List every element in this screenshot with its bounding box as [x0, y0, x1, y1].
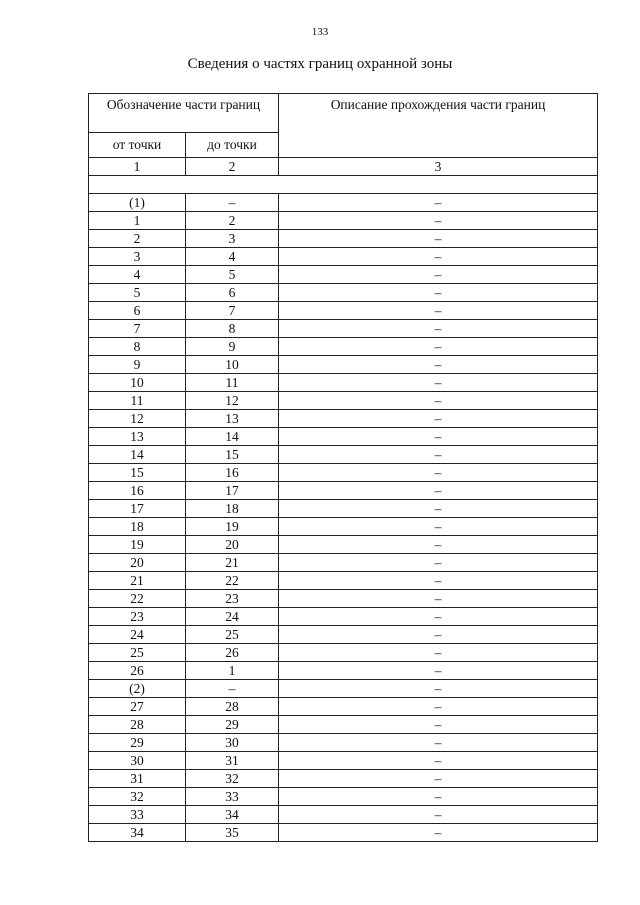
from-point-cell: 18	[89, 518, 186, 536]
to-point-cell: 12	[186, 392, 279, 410]
blank-row	[89, 176, 598, 194]
description-cell: –	[279, 608, 598, 626]
description-cell: –	[279, 320, 598, 338]
header-from-point: от точки	[89, 133, 186, 158]
description-cell: –	[279, 338, 598, 356]
from-point-cell: 32	[89, 788, 186, 806]
to-point-cell: 34	[186, 806, 279, 824]
table-row	[89, 356, 598, 374]
description-cell: –	[279, 266, 598, 284]
table-row	[89, 464, 598, 482]
header-designation: Обозначение части границ	[89, 94, 279, 133]
description-cell: –	[279, 464, 598, 482]
from-point-cell: (2)	[89, 680, 186, 698]
to-point-cell: 18	[186, 500, 279, 518]
from-point-cell: 12	[89, 410, 186, 428]
column-number-1: 1	[89, 158, 186, 176]
to-point-cell: 31	[186, 752, 279, 770]
description-cell: –	[279, 626, 598, 644]
column-number-3: 3	[279, 158, 598, 176]
boundary-parts-table	[88, 93, 598, 842]
from-point-cell: 2	[89, 230, 186, 248]
table-row	[89, 230, 598, 248]
description-cell: –	[279, 536, 598, 554]
description-cell: –	[279, 824, 598, 842]
description-cell: –	[279, 284, 598, 302]
to-point-cell: 25	[186, 626, 279, 644]
from-point-cell: (1)	[89, 194, 186, 212]
from-point-cell: 25	[89, 644, 186, 662]
table-row	[89, 788, 598, 806]
description-cell: –	[279, 788, 598, 806]
description-cell: –	[279, 752, 598, 770]
to-point-cell: 15	[186, 446, 279, 464]
from-point-cell: 22	[89, 590, 186, 608]
from-point-cell: 6	[89, 302, 186, 320]
table-row	[89, 500, 598, 518]
table-row	[89, 680, 598, 698]
table-row	[89, 698, 598, 716]
table-row	[89, 284, 598, 302]
table-row	[89, 194, 598, 212]
table-row	[89, 824, 598, 842]
table-row	[89, 590, 598, 608]
to-point-cell: 19	[186, 518, 279, 536]
description-cell: –	[279, 518, 598, 536]
to-point-cell: 9	[186, 338, 279, 356]
table-row	[89, 338, 598, 356]
from-point-cell: 31	[89, 770, 186, 788]
description-cell: –	[279, 446, 598, 464]
from-point-cell: 7	[89, 320, 186, 338]
description-cell: –	[279, 428, 598, 446]
from-point-cell: 16	[89, 482, 186, 500]
table-row	[89, 662, 598, 680]
table-header-row	[89, 94, 598, 133]
table-row	[89, 734, 598, 752]
to-point-cell: 13	[186, 410, 279, 428]
description-cell: –	[279, 248, 598, 266]
table-row	[89, 806, 598, 824]
table-row	[89, 248, 598, 266]
header-description: Описание прохождения части границ	[279, 94, 598, 158]
description-cell: –	[279, 644, 598, 662]
description-cell: –	[279, 680, 598, 698]
to-point-cell: 21	[186, 554, 279, 572]
from-point-cell: 9	[89, 356, 186, 374]
from-point-cell: 15	[89, 464, 186, 482]
to-point-cell: 5	[186, 266, 279, 284]
to-point-cell: 7	[186, 302, 279, 320]
description-cell: –	[279, 482, 598, 500]
description-cell: –	[279, 194, 598, 212]
table-row	[89, 374, 598, 392]
page-number: 133	[311, 26, 329, 38]
to-point-cell: 23	[186, 590, 279, 608]
to-point-cell: 28	[186, 698, 279, 716]
description-cell: –	[279, 590, 598, 608]
to-point-cell: 8	[186, 320, 279, 338]
description-cell: –	[279, 500, 598, 518]
from-point-cell: 11	[89, 392, 186, 410]
table-row	[89, 716, 598, 734]
from-point-cell: 29	[89, 734, 186, 752]
to-point-cell: –	[186, 680, 279, 698]
table-row	[89, 320, 598, 338]
table-row	[89, 302, 598, 320]
table-row	[89, 410, 598, 428]
description-cell: –	[279, 662, 598, 680]
table-row	[89, 428, 598, 446]
from-point-cell: 23	[89, 608, 186, 626]
description-cell: –	[279, 734, 598, 752]
header-to-point: до точки	[186, 133, 279, 158]
document-title: Сведения о частях границ охранной зоны	[187, 56, 453, 72]
from-point-cell: 3	[89, 248, 186, 266]
table-row	[89, 518, 598, 536]
from-point-cell: 10	[89, 374, 186, 392]
table-row	[89, 554, 598, 572]
from-point-cell: 21	[89, 572, 186, 590]
description-cell: –	[279, 410, 598, 428]
description-cell: –	[279, 572, 598, 590]
to-point-cell: 3	[186, 230, 279, 248]
description-cell: –	[279, 302, 598, 320]
table-row	[89, 626, 598, 644]
table-row	[89, 266, 598, 284]
from-point-cell: 1	[89, 212, 186, 230]
description-cell: –	[279, 374, 598, 392]
table-row	[89, 446, 598, 464]
description-cell: –	[279, 770, 598, 788]
to-point-cell: 17	[186, 482, 279, 500]
table-row	[89, 752, 598, 770]
to-point-cell: 20	[186, 536, 279, 554]
table-row	[89, 608, 598, 626]
table-row	[89, 482, 598, 500]
column-number-2: 2	[186, 158, 279, 176]
from-point-cell: 33	[89, 806, 186, 824]
from-point-cell: 27	[89, 698, 186, 716]
to-point-cell: 29	[186, 716, 279, 734]
to-point-cell: 11	[186, 374, 279, 392]
from-point-cell: 17	[89, 500, 186, 518]
to-point-cell: 22	[186, 572, 279, 590]
from-point-cell: 28	[89, 716, 186, 734]
table-row	[89, 536, 598, 554]
to-point-cell: 10	[186, 356, 279, 374]
from-point-cell: 24	[89, 626, 186, 644]
description-cell: –	[279, 698, 598, 716]
from-point-cell: 34	[89, 824, 186, 842]
table-row	[89, 392, 598, 410]
description-cell: –	[279, 356, 598, 374]
description-cell: –	[279, 554, 598, 572]
description-cell: –	[279, 392, 598, 410]
from-point-cell: 26	[89, 662, 186, 680]
from-point-cell: 30	[89, 752, 186, 770]
description-cell: –	[279, 806, 598, 824]
from-point-cell: 8	[89, 338, 186, 356]
from-point-cell: 20	[89, 554, 186, 572]
to-point-cell: 16	[186, 464, 279, 482]
description-cell: –	[279, 230, 598, 248]
to-point-cell: 33	[186, 788, 279, 806]
to-point-cell: 2	[186, 212, 279, 230]
to-point-cell: 14	[186, 428, 279, 446]
to-point-cell: 35	[186, 824, 279, 842]
from-point-cell: 4	[89, 266, 186, 284]
description-cell: –	[279, 716, 598, 734]
from-point-cell: 13	[89, 428, 186, 446]
blank-cell	[89, 176, 598, 194]
from-point-cell: 19	[89, 536, 186, 554]
table-row	[89, 212, 598, 230]
to-point-cell: 32	[186, 770, 279, 788]
description-cell: –	[279, 212, 598, 230]
from-point-cell: 14	[89, 446, 186, 464]
from-point-cell: 5	[89, 284, 186, 302]
to-point-cell: 6	[186, 284, 279, 302]
table-row	[89, 572, 598, 590]
to-point-cell: 24	[186, 608, 279, 626]
to-point-cell: 1	[186, 662, 279, 680]
table-row	[89, 644, 598, 662]
to-point-cell: 30	[186, 734, 279, 752]
to-point-cell: 4	[186, 248, 279, 266]
column-number-row	[89, 158, 598, 176]
to-point-cell: –	[186, 194, 279, 212]
table-row	[89, 770, 598, 788]
to-point-cell: 26	[186, 644, 279, 662]
